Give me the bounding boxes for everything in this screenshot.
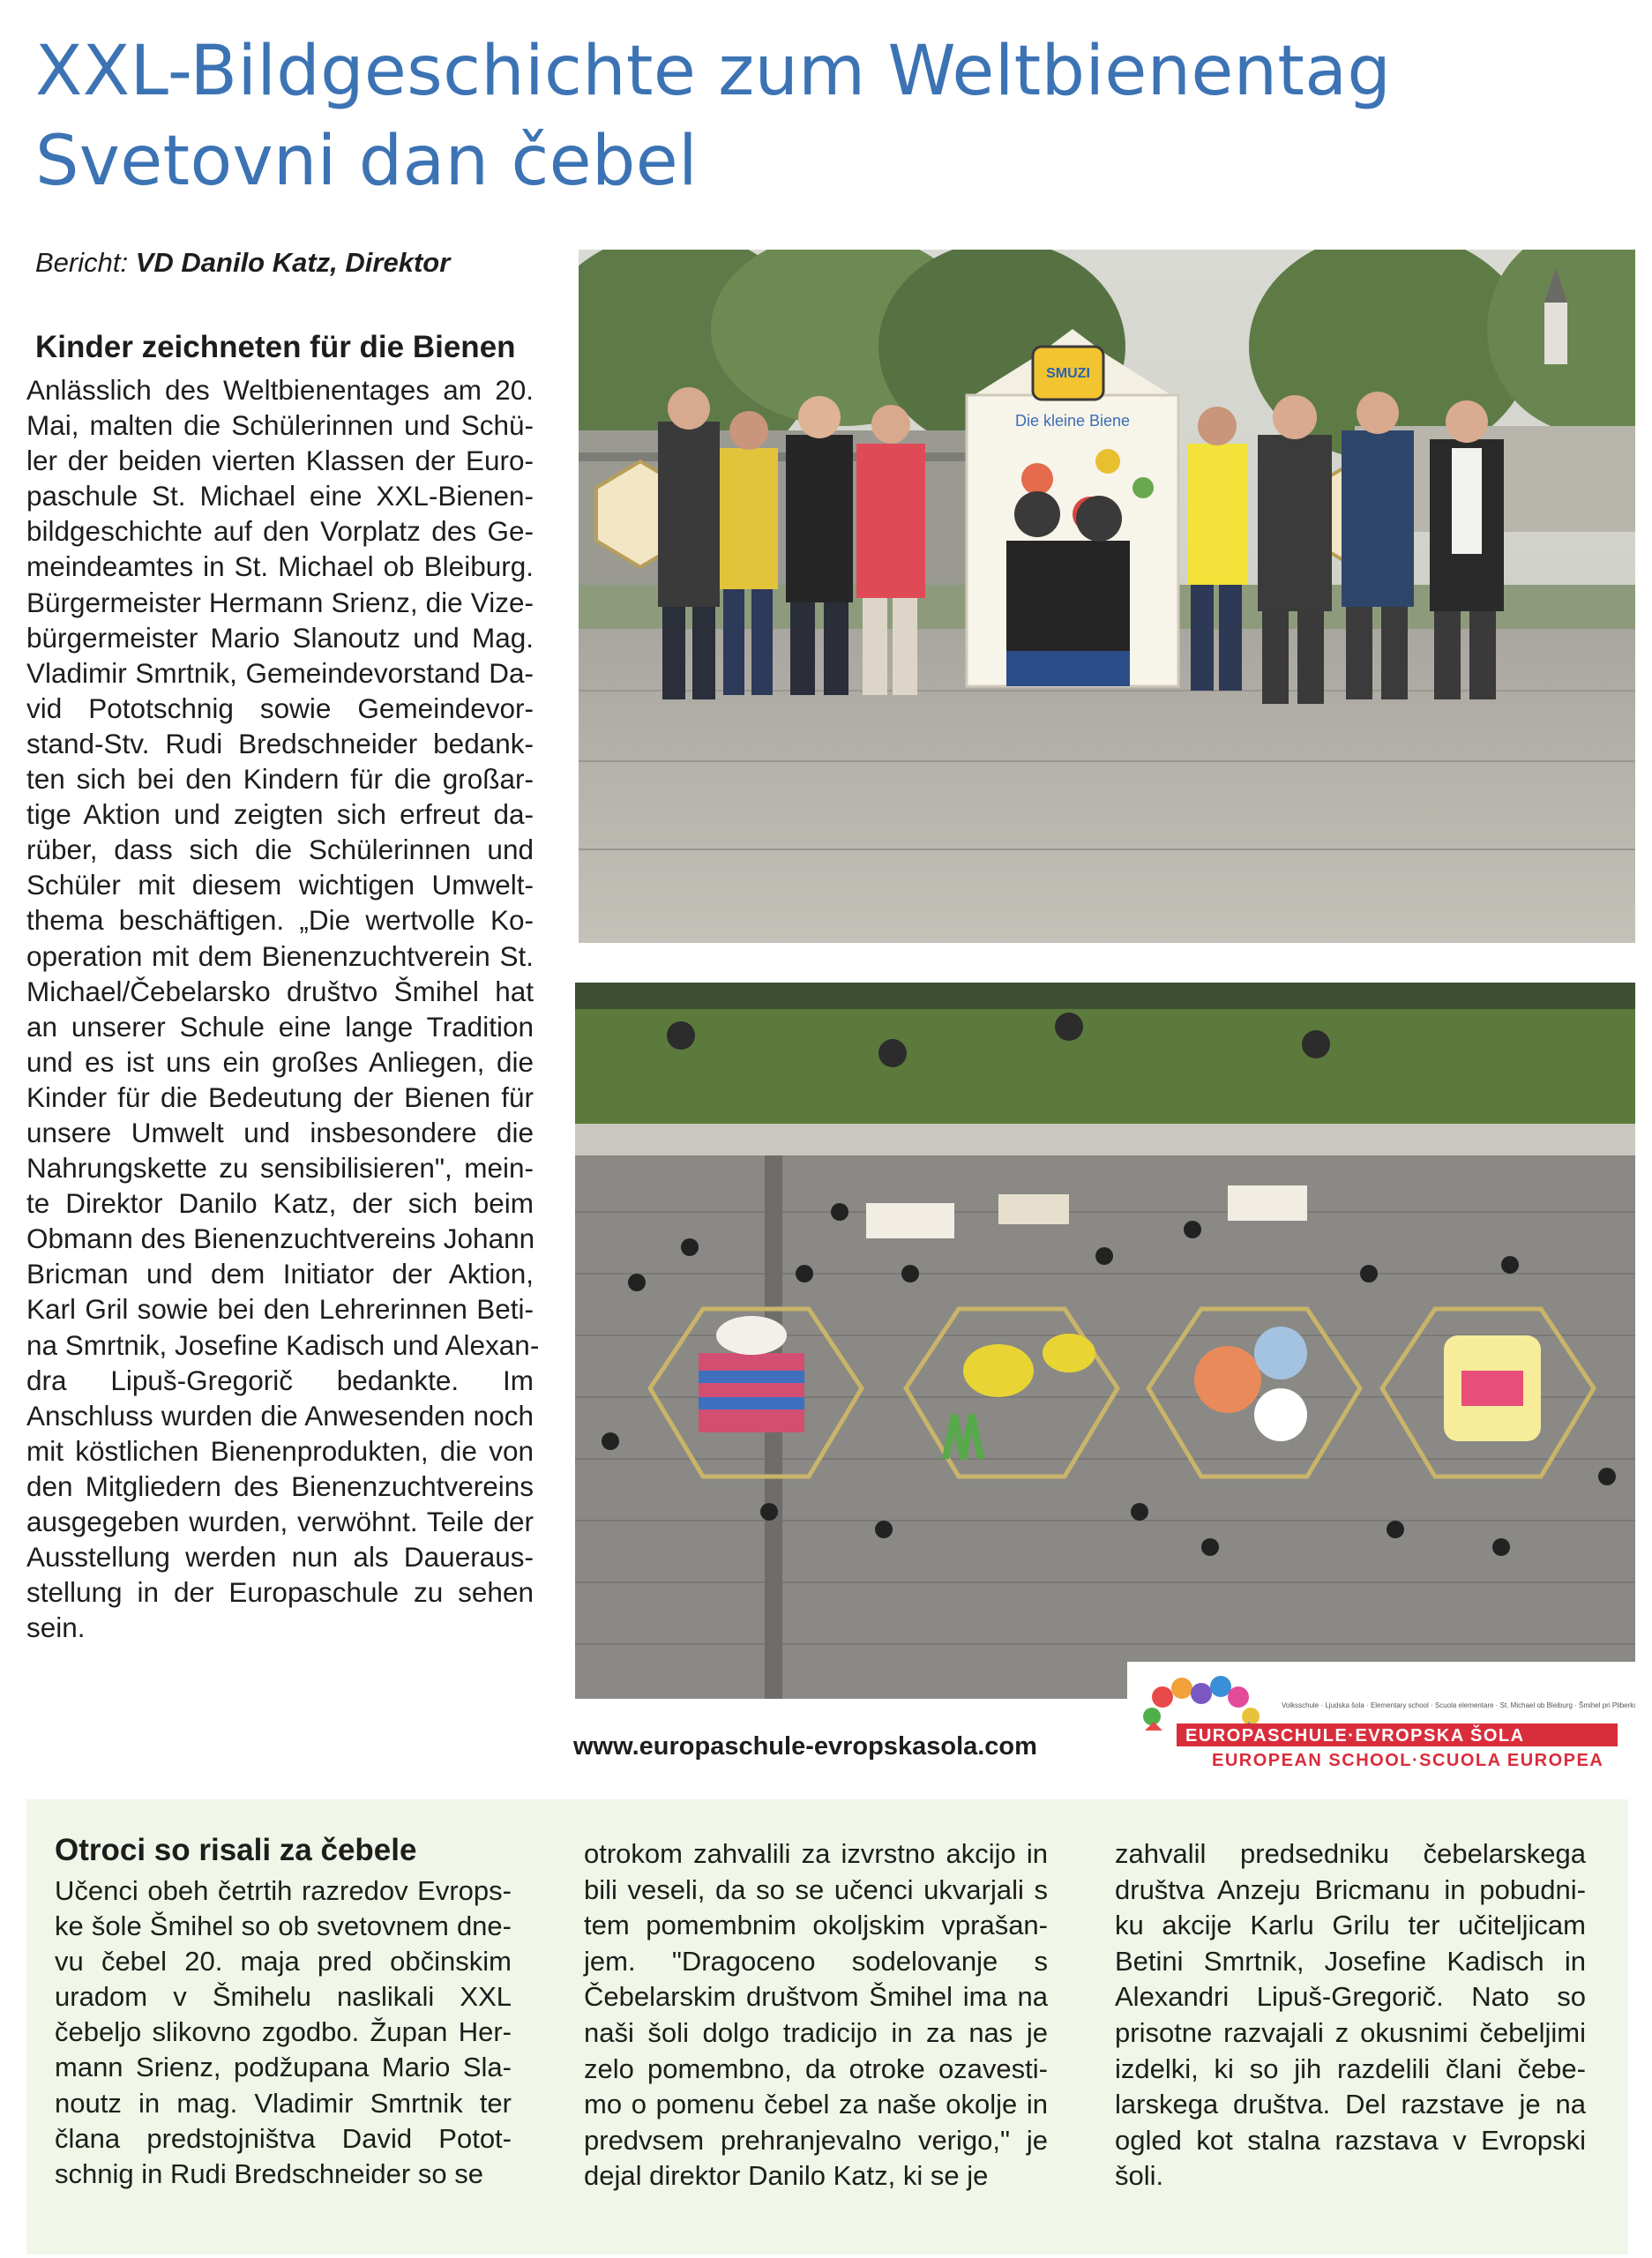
text-line: unsere Umwelt und insbesondere die — [26, 1116, 534, 1148]
text-line: uradom v Šmihelu naslikali XXL — [55, 1981, 512, 2013]
text-line: ler der beiden vierten Klassen der Euro- — [26, 445, 534, 477]
byline-label: Bericht: — [35, 247, 136, 278]
poster-top-label: SMUZI — [1046, 366, 1090, 381]
text-line: Obmann des Bienenzuchtvereins Johann — [26, 1222, 535, 1255]
german-article-body — [26, 372, 540, 1645]
text-line: stand-Stv. Rudi Bredschneider bedank- — [26, 727, 534, 759]
text-line: Karl Gril sowie bei den Lehrerinnen Beti- — [26, 1293, 534, 1326]
text-line: Ausstellung werden nun als Daueraus- — [26, 1541, 534, 1574]
slovene-column-3 — [1115, 1836, 1586, 2194]
slovene-column-2 — [584, 1836, 1048, 2194]
text-line: sein. — [26, 1611, 86, 1644]
text-line: tem pomembnim okoljskim vprašan- — [584, 1910, 1048, 1941]
text-line: noutz in mag. Vladimir Smrtnik ter — [55, 2087, 512, 2119]
school-logo — [1127, 1662, 1635, 1778]
text-line: meindeamtes in St. Michael ob Bleiburg. — [26, 550, 534, 583]
text-line: tige Aktion und zeigten sich erfreut da- — [26, 798, 534, 831]
text-line: Kinder für die Bedeutung der Bienen für — [26, 1080, 534, 1113]
text-line: na Smrtnik, Josefine Kadisch und Alexan- — [26, 1328, 540, 1361]
title-line-german: XXL-Bildgeschichte zum Weltbienentag — [35, 32, 1392, 111]
text-line: dejal direktor Danilo Katz, ki se je — [584, 2160, 989, 2192]
slovene-column-1 — [55, 1873, 512, 2192]
text-line: člana predstojništva David Potot- — [55, 2122, 512, 2154]
text-line: šoli. — [1115, 2160, 1164, 2192]
text-line: Bürgermeister Hermann Srienz, die Vize- — [26, 586, 534, 618]
text-line: Učenci obeh četrtih razredov Evrops- — [55, 1875, 512, 1906]
text-line: Schüler mit diesem wichtigen Umwelt- — [26, 869, 534, 901]
slovene-heading: Otroci so risali za čebele — [55, 1833, 417, 1867]
text-line: ku akcije Karlu Grilu ter učiteljicam — [1115, 1910, 1586, 1941]
text-line: jem. "Dragoceno sodelovanje s — [584, 1945, 1048, 1977]
text-line: bildgeschichte auf den Vorplatz des Ge- — [26, 515, 534, 548]
text-line: ausgegeben wurden, verwöhnt. Teile der — [26, 1506, 534, 1537]
text-line: larskega društva. Del razstave je na — [1115, 2089, 1586, 2120]
school-website-link[interactable]: www.europaschule-evropskasola.com — [573, 1732, 1037, 1761]
text-line: schnig in Rudi Bredschneider so se — [55, 2157, 483, 2189]
text-line: Bricman und dem Initiator der Aktion, — [26, 1258, 534, 1290]
aerial-chalk-painting-photo — [575, 983, 1635, 1699]
text-line: an unserer Schule eine lange Tradition — [26, 1010, 534, 1043]
text-line: zahvalil predsedniku čebelarskega — [1115, 1838, 1586, 1869]
text-line: den Mitgliedern des Bienenzuchtvereins — [26, 1469, 534, 1502]
text-line: paschule St. Michael eine XXL-Bienen- — [26, 480, 534, 512]
text-line: Mai, malten die Schülerinnen und Schü- — [26, 409, 534, 442]
text-line: bürgermeister Mario Slanoutz und Mag. — [26, 621, 534, 654]
text-line: Michael/Čebelarsko društvo Šmihel hat — [26, 975, 534, 1007]
text-line: Nahrungskette zu sensibilisieren", mein- — [26, 1152, 534, 1185]
text-line: vu čebel 20. maja pred občinskim — [55, 1946, 512, 1978]
german-heading: Kinder zeichneten für die Bienen — [35, 330, 516, 364]
group-photo — [579, 250, 1635, 943]
text-line: zelo pomembno, da otroke ozavesti- — [584, 2052, 1048, 2084]
text-line: thema beschäftigen. „Die wertvolle Ko- — [26, 904, 534, 937]
poster-title: Die kleine Biene — [1014, 412, 1131, 430]
aerial-photo-illustration — [575, 983, 1635, 1699]
byline-author: VD Danilo Katz, Direktor — [135, 247, 451, 278]
text-line: ogled kot stalna razstava v Evropski — [1115, 2124, 1586, 2156]
text-line: naši šoli dolgo tradicijo in za nas je — [584, 2016, 1048, 2048]
text-line: čebeljo slikovno zgodbo. Župan Her- — [55, 2016, 512, 2048]
text-line: mo o pomenu čebel za naše okolje in — [584, 2089, 1048, 2120]
logo-small-text: Volksschule · Ljudska šola · Elementary school · Scuola elementare · St. Michael ob Bleiburg · Šmihel pri Pliberku — [1282, 1701, 1635, 1709]
text-line: operation mit dem Bienenzuchtverein St. — [26, 939, 534, 972]
text-line: Betini Smrtnik, Josefine Kadisch in — [1115, 1945, 1586, 1977]
text-line: Čebelarskim društvom Šmihel ima na — [584, 1981, 1048, 2013]
logo-banner-line2: EUROPEAN SCHOOL·SCUOLA EUROPEA — [1212, 1751, 1604, 1770]
group-photo-illustration — [579, 250, 1635, 943]
title-line-slovene: Svetovni dan čebel — [35, 122, 699, 201]
text-line: prisotne razvajali z okusnimi čebeljimi — [1115, 2016, 1586, 2048]
text-line: und es ist uns ein großes Anliegen, die — [26, 1045, 534, 1078]
text-line: izdelki, ki so jih razdelili člani čebe- — [1115, 2052, 1586, 2084]
text-line: otrokom zahvalili za izvrstno akcijo in — [584, 1838, 1048, 1869]
text-line: Alexandri Lipuš-Gregorič. Nato so — [1115, 1981, 1586, 2013]
text-line: bili veseli, da so se učenci ukvarjali s — [584, 1873, 1048, 1905]
text-line: stellung in der Europaschule zu sehen — [26, 1576, 534, 1609]
text-line: vid Pototschnig sowie Gemeindevor- — [26, 692, 534, 724]
text-line: mann Srienz, podžupana Mario Sla- — [55, 2052, 512, 2083]
text-line: Anschluss wurden die Anwesenden noch — [26, 1399, 534, 1432]
logo-banner-line1: EUROPASCHULE·EVROPSKA ŠOLA — [1185, 1726, 1525, 1746]
text-line: Vladimir Smrtnik, Gemeindevorstand Da- — [26, 656, 534, 689]
text-line: te Direktor Danilo Katz, der sich beim — [26, 1187, 534, 1220]
text-line: društva Anzeju Bricmanu in pobudni- — [1115, 1873, 1586, 1905]
article-title — [35, 26, 1623, 206]
text-line: ten sich bei den Kindern für die großar- — [26, 763, 534, 796]
text-line: mit köstlichen Bienenprodukten, die von — [26, 1434, 534, 1467]
text-line: ke šole Šmihel so ob svetovnem dne- — [55, 1910, 512, 1942]
text-line: predvsem prehranjevalno verigo," je — [584, 2124, 1048, 2156]
byline — [35, 247, 564, 279]
europaschule-logo-graphic — [1127, 1662, 1635, 1778]
text-line: rüber, dass sich die Schülerinnen und — [26, 834, 534, 866]
text-line: Anlässlich des Weltbienentages am 20. — [26, 374, 534, 406]
text-line: dra Lipuš-Gregorič bedankte. Im — [26, 1364, 534, 1396]
